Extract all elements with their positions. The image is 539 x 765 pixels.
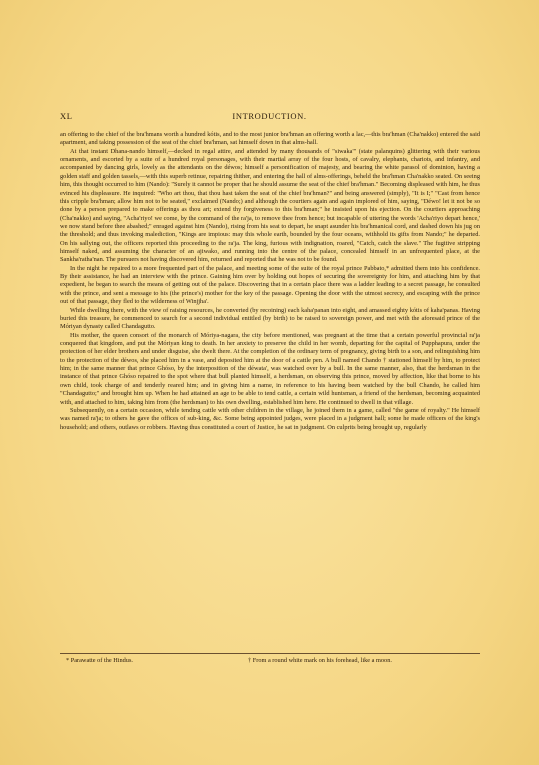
footnote-rule bbox=[60, 653, 480, 654]
footnote: † From a round white mark on his forehead, like a moon. bbox=[248, 657, 392, 664]
paragraph: While dwelling there, with the view of raising resources, he converted (by recoining) each kaha'panan into eight, and amassed eighty kótis of kaha'panas. Having buried this treasure, he commenced to search for a second individual entitled (by birth) to be raised to sovereign power, and met with the aforesaid prince of the Móriyan dynasty called Chandagutto. bbox=[60, 306, 480, 331]
footnotes bbox=[60, 657, 480, 667]
running-header bbox=[60, 111, 479, 125]
paragraph: Subsequently, on a certain occasion, while tending cattle with other children in the village, he joined them in a game, called "the game of royalty." He himself was named ra'ja; to others he gave the offices of sub-king, &c. Some being appointed judges, were placed in a judgment hall; some he made officers of the king's household; and others, outlaws or robbers. Having thus constituted a court of Justice, he sat in judgment. On culprits being brought up, regularly bbox=[60, 406, 480, 431]
page-number: XL bbox=[60, 111, 73, 121]
paragraph: an offering to the chief of the bra'hmans worth a hundred kótis, and to the most junior bra'hman an offering worth a lac,—this bra'hman (Cha'nakko) entered the said apartment, and taking possession of the seat of the chief bra'hman, sat himself down in that alms-hall. bbox=[60, 131, 480, 147]
paragraph: In the night he repaired to a more frequented part of the palace, and meeting some of the suite of the royal prince Pabbato,* admitted them into his confidence. By their assistance, he had an interview with the prince. Gaining him over by holding out hopes of securing the sovereignty for him, and attaching him by that expedient, he began to search the means of getting out of the palace. Discovering that in a certain place there was a ladder leading to a secret passage, he consulted with the prince, and sent a message to his (the prince's) mother for the key of the passage. Opening the door with the utmost secrecy, and escaping with the prince out of that passage, they fled to the wilderness of Winjjha'. bbox=[60, 264, 480, 306]
footnote: * Parawatte of the Hindus. bbox=[66, 657, 133, 664]
paragraph: At that instant Dhana-nando himself,—decked in regal attire, and attended by many thousands of "siwaka'" (state palanquins) glittering with their various ornaments, and escorted by a suite of a hundred royal personages, with their martial array of the four hosts, of cavalry, elephants, chariots, and infantry, and accompanied by dancing girls, lovely as the attendants on the déwos; himself a personification of majesty, and bearing the white parasol of dominion, having a golden staff and golden tassels,—with this superb retinue, repairing thither, and entering the hall of alms-offerings, beheld the bra'hman Cha'nakko seated. On seeing him, this thought occurred to him (Nando): "Surely it cannot be proper that he should assume the seat of the chief bra'hman." Becoming displeased with him, he thus evinced his displeasure. He inquired: "Who art thou, that thou hast taken the seat of the chief bra'hman?" and being answered (simply), "It is I;" "Cast from hence this cripple bra'hman; allow him not to be seated," exclaimed (Nando;) and although the courtiers again and again implored of him, saying, "Déwo! let it not be so done by a person prepared to make offerings as thou art; extend thy forgiveness to this bra'hman;" he insisted upon his ejection. On the courtiers approaching (Cha'nakko) and saying, "Acha'riyo! we come, by the command of the ra'ja, to remove thee from hence; but incapable of uttering the words 'Acha'riyo depart hence,' we now stand before thee abashed;" enraged against him (Nando), rising from his seat to depart, he snapt asunder his bra'hmanical cord, and dashed down his jug on the threshold; and thus invoking malediction, "Kings are impious: may this whole earth, bounded by the four oceans, withhold its gifts from Nando;" he departed. On his sallying out, the officers reported this proceeding to the ra'ja. The king, furious with indignation, roared, "Catch, catch the slave." The fugitive stripping himself naked, and assuming the character of an ajiwako, and running into the centre of the palace, concealed himself in an unfrequented place, at the Sankha'ratha'nan. The pursuers not having discovered him, returned and reported that he was not to be found. bbox=[60, 147, 480, 264]
body-text bbox=[60, 131, 480, 432]
paragraph: His mother, the queen consort of the monarch of Móriya-nagara, the city before mentioned, was pregnant at the time that a certain powerful provincial ra'ja conquered that kingdom, and put the Móriyan king to death. In her anxiety to preserve the child in her womb, departing for the capital of Pupphapura, under the protection of her elder brothers and under disguise, she dwelt there. At the completion of the ordinary term of pregnancy, giving birth to a son, and relinquishing him to the protection of the déwos, she placed him in a vase, and deposited him at the door of a cattle pen. A bull named Chando † stationed himself by him, to protect him; in the same manner that prince Ghóso, by the interposition of the déwata', was watched over by a bull. In the same manner, also, that the herdsman in the instance of that prince Ghóso repaired to the spot where that bull planted himself, a herdsman, on observing this prince, moved by affection, like that borne to his own child, took charge of and tenderly reared him; and in giving him a name, in reference to his having been watched by the bull Chando, he called him "Chandagutto;" and brought him up. When he had attained an age to be able to tend cattle, a certain wild huntsman, a friend of the herdsman, becoming acquainted with, and attached to him, taking him from (the herdsman) to his own dwelling, established him here. He continued to dwell in that village. bbox=[60, 331, 480, 406]
running-title: INTRODUCTION. bbox=[232, 111, 307, 121]
